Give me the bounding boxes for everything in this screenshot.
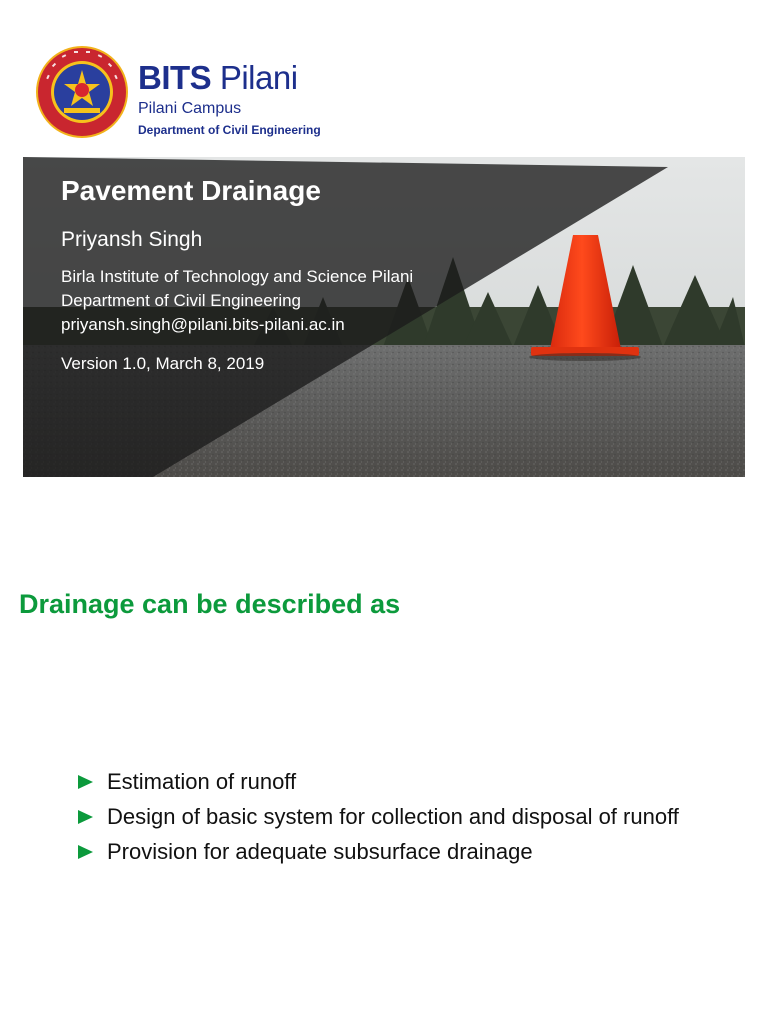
author-institute: Birla Institute of Technology and Science Pilani bbox=[61, 267, 414, 286]
brand-name bbox=[138, 60, 298, 96]
brand-name-regular: Pilani bbox=[219, 59, 298, 96]
list-item bbox=[78, 801, 679, 836]
brand-department: Department of Civil Engineering bbox=[138, 123, 321, 137]
bullet-text: Provision for adequate subsurface drainage bbox=[107, 839, 533, 864]
bullet-text: Design of basic system for collection and disposal of runoff bbox=[107, 804, 679, 829]
list-item bbox=[78, 836, 679, 871]
triangle-bullet-icon bbox=[78, 810, 93, 824]
institution-logo-block bbox=[34, 44, 334, 144]
bullet-text: Estimation of runoff bbox=[107, 769, 297, 794]
version-date: Version 1.0, March 8, 2019 bbox=[61, 354, 265, 373]
list-item bbox=[78, 766, 679, 801]
author-email: priyansh.singh@pilani.bits-pilani.ac.in bbox=[61, 315, 345, 334]
title-hero-banner bbox=[23, 157, 745, 477]
author-name: Priyansh Singh bbox=[61, 228, 203, 251]
bullet-list bbox=[78, 766, 679, 871]
triangle-bullet-icon bbox=[78, 775, 93, 789]
bits-pilani-seal-icon bbox=[34, 44, 130, 140]
triangle-bullet-icon bbox=[78, 845, 93, 859]
slide-heading: Drainage can be described as bbox=[19, 589, 401, 619]
author-department: Department of Civil Engineering bbox=[61, 291, 302, 310]
brand-campus: Pilani Campus bbox=[138, 100, 242, 117]
presentation-title: Pavement Drainage bbox=[61, 175, 321, 206]
brand-name-bold: BITS bbox=[138, 59, 212, 96]
